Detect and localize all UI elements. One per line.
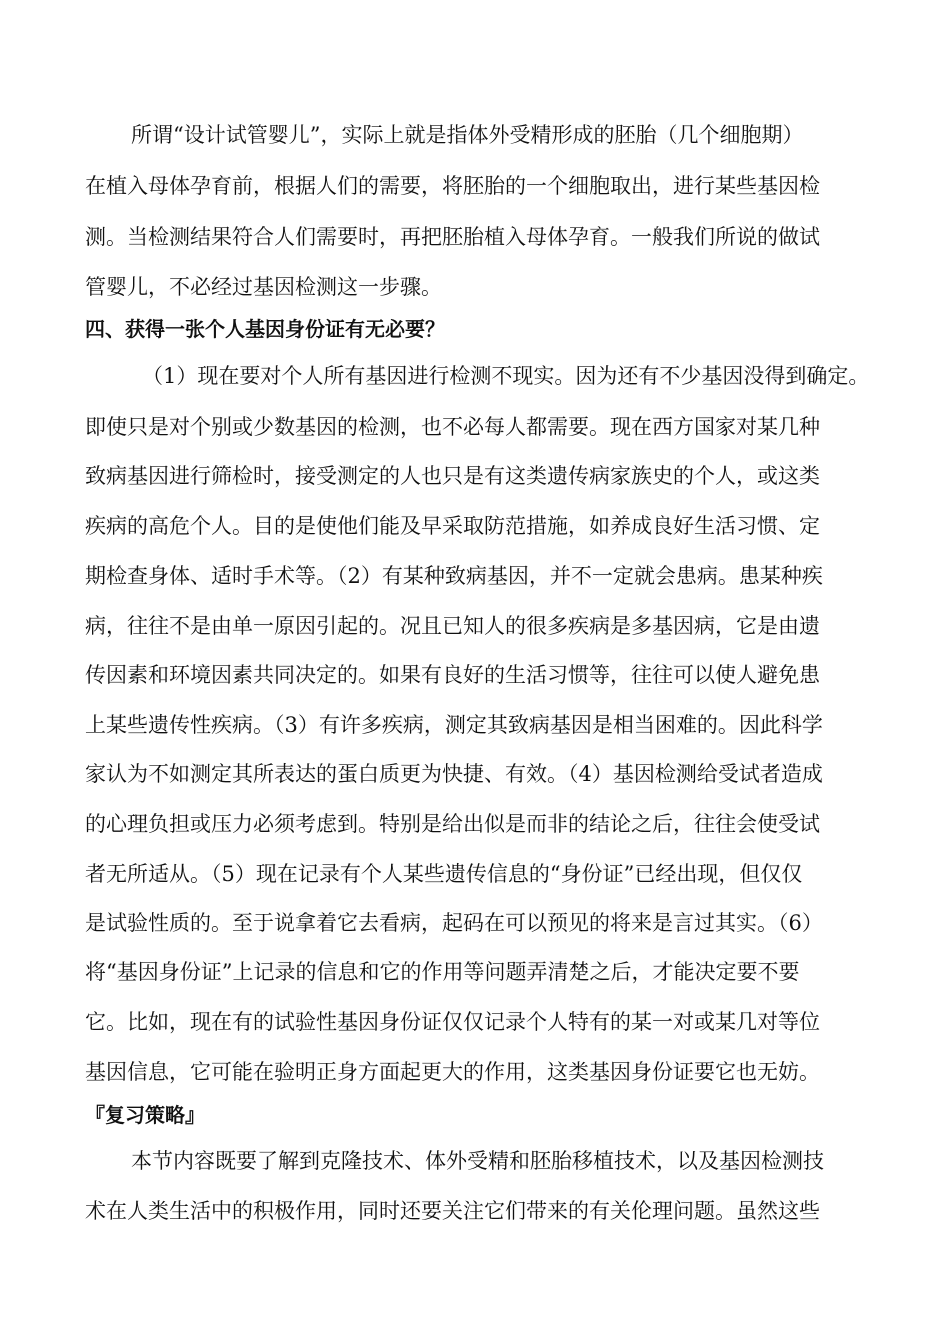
section4-line-6: 病，往往不是由单一原因引起的。况且已知人的很多疾病是多基因病，它是由遗 <box>85 614 820 638</box>
section4-line-5: 期检查身体、适时手术等。（2）有某种致病基因，并不一定就会患病。患某种疾 <box>85 564 823 588</box>
review-strategy-heading: 『复习策略』 <box>85 1103 205 1127</box>
paragraph1-line-2: 在植入母体孕育前，根据人们的需要，将胚胎的一个细胞取出，进行某些基因检 <box>85 174 820 198</box>
section4-line-1: （1）现在要对个人所有基因进行检测不现实。因为还有不少基因没得到确定。 <box>142 364 870 388</box>
section4-line-8: 上某些遗传性疾病。（3）有许多疾病，测定其致病基因是相当困难的。因此科学 <box>85 713 823 737</box>
section4-line-7: 传因素和环境因素共同决定的。如果有良好的生活习惯等，往往可以使人避免患 <box>85 663 820 687</box>
section4-line-14: 它。比如，现在有的试验性基因身份证仅仅记录个人特有的某一对或某几对等位 <box>85 1010 820 1034</box>
section4-heading: 四、获得一张个人基因身份证有无必要？ <box>85 317 445 341</box>
review-line-2: 术在人类生活中的积极作用，同时还要关注它们带来的有关伦理问题。虽然这些 <box>85 1199 820 1223</box>
paragraph1-line-1: 所谓“设计试管婴儿”，实际上就是指体外受精形成的胚胎（几个细胞期） <box>131 123 804 147</box>
section4-line-11: 者无所适从。（5）现在记录有个人某些遗传信息的“身份证”已经出现，但仅仅 <box>85 862 803 886</box>
paragraph1-line-4: 管婴儿，不必经过基因检测这一步骤。 <box>85 275 442 299</box>
section4-line-13: 将“基因身份证”上记录的信息和它的作用等问题弄清楚之后，才能决定要不要 <box>85 960 800 984</box>
section4-line-12: 是试验性质的。至于说拿着它去看病，起码在可以预见的将来是言过其实。（6） <box>85 911 823 935</box>
section4-line-2: 即使只是对个别或少数基因的检测，也不必每人都需要。现在西方国家对某几种 <box>85 415 820 439</box>
section4-line-9: 家认为不如测定其所表达的蛋白质更为快捷、有效。（4）基因检测给受试者造成 <box>85 762 823 786</box>
section4-line-10: 的心理负担或压力必须考虑到。特别是给出似是而非的结论之后，往往会使受试 <box>85 812 820 836</box>
section4-line-4: 疾病的高危个人。目的是使他们能及早采取防范措施，如养成良好生活习惯、定 <box>85 514 820 538</box>
section4-line-3: 致病基因进行筛检时，接受测定的人也只是有这类遗传病家族史的个人，或这类 <box>85 464 820 488</box>
review-line-1: 本节内容既要了解到克隆技术、体外受精和胚胎移植技术，以及基因检测技 <box>131 1149 824 1173</box>
section4-line-15: 基因信息，它可能在验明正身方面起更大的作用，这类基因身份证要它也无妨。 <box>85 1060 820 1084</box>
paragraph1-line-3: 测。当检测结果符合人们需要时，再把胚胎植入母体孕育。一般我们所说的做试 <box>85 225 820 249</box>
